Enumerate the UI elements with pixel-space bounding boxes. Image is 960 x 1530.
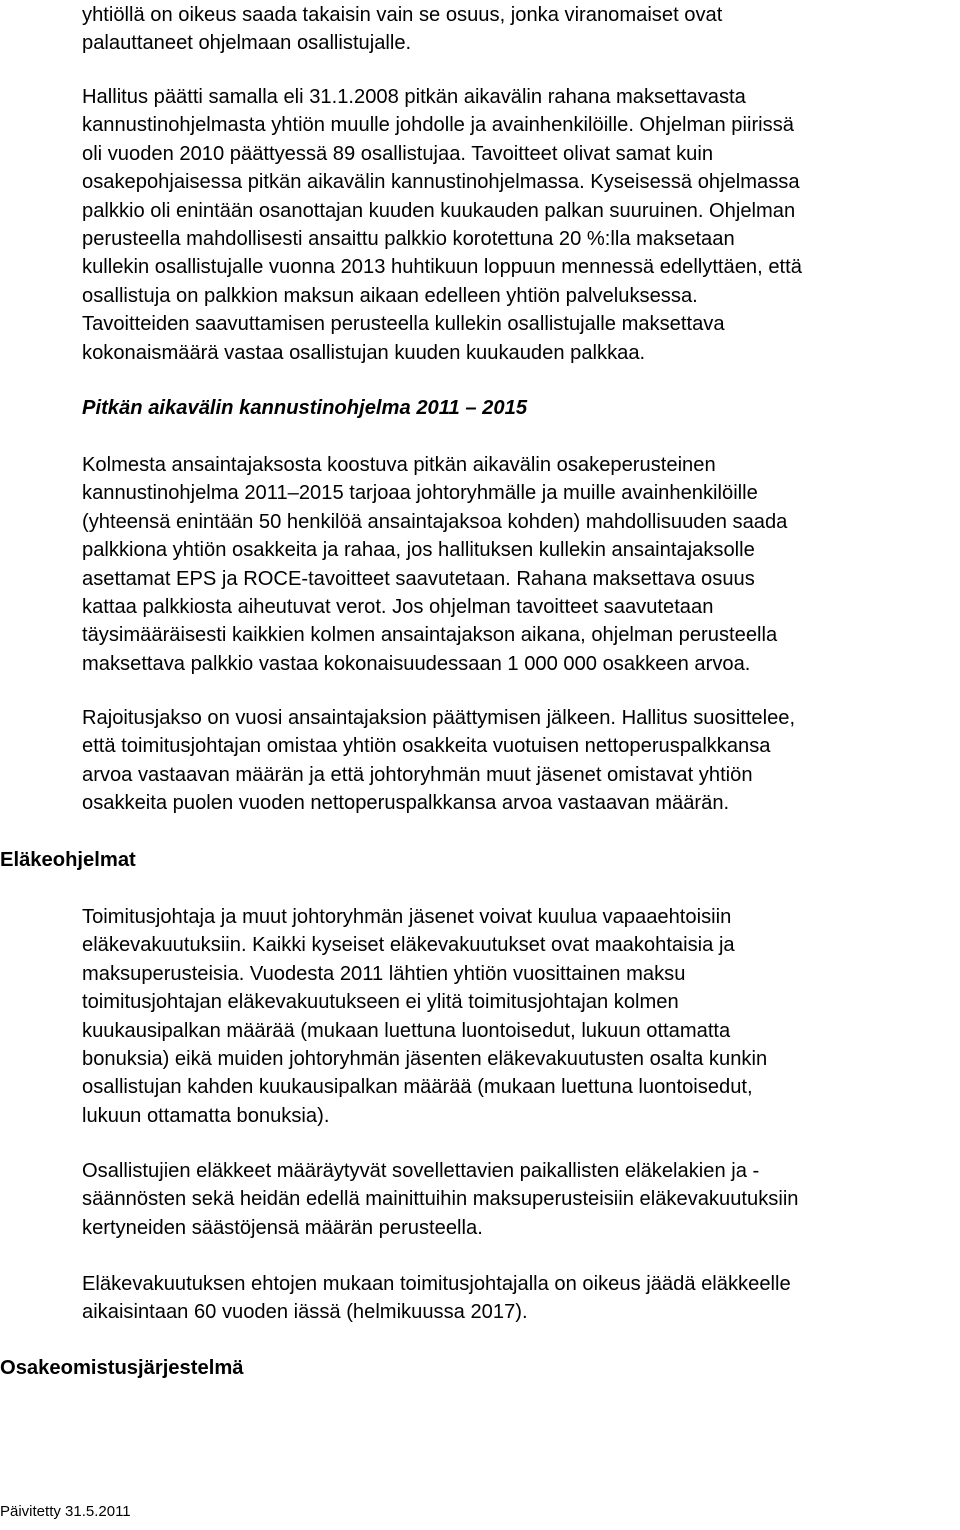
text-line: (yhteensä enintään 50 henkilöä ansaintajaksoa kohden) mahdollisuuden saada — [82, 510, 788, 533]
text-line: yhtiöllä on oikeus saada takaisin vain se osuus, jonka viranomaiset ovat — [82, 4, 723, 26]
text-line: perusteella mahdollisesti ansaittu palkkio korotettuna 20 %:lla maksetaan — [82, 228, 735, 251]
text-line: täysimääräisesti kaikkien kolmen ansaintajakson aikana, ohjelman perusteella — [82, 624, 778, 647]
text-line: osakkeita puolen vuoden nettoperuspalkkansa arvoa vastaavan määrän. — [82, 792, 730, 815]
ownership-heading: Osakeomistusjärjestelmä — [0, 1357, 244, 1379]
text-line: palkkiona yhtiön osakkeita ja rahaa, jos hallituksen kullekin ansaintajaksolle — [82, 539, 755, 562]
pension-paragraph-2 — [82, 1157, 960, 1242]
pension-paragraph-3 — [82, 1270, 960, 1327]
updated-footer: Päivitetty 31.5.2011 — [0, 1503, 131, 1520]
text-line: lukuun ottamatta bonuksia). — [82, 1104, 330, 1127]
text-line: kokonaismäärä vastaa osallistujan kuuden kuukauden palkkaa. — [82, 341, 646, 364]
text-line: että toimitusjohtajan omistaa yhtiön osakkeita vuotuisen nettoperuspalkkansa — [82, 735, 771, 758]
text-line: oli vuoden 2010 päättyessä 89 osallistujaa. Tavoitteet olivat samat kuin — [82, 142, 714, 165]
text-line: kullekin osallistujalle vuonna 2013 huhtikuun loppuun mennessä edellyttäen, että — [82, 256, 802, 279]
text-line: kertyneiden säästöjensä määrän perusteella. — [82, 1216, 483, 1239]
intro-paragraph — [82, 1, 960, 58]
text-line: bonuksia) eikä muiden johtoryhmän jäsenten eläkevakuutusten osalta kunkin — [82, 1048, 768, 1071]
text-line: osakepohjaisessa pitkän aikavälin kannustinohjelmassa. Kyseisessä ohjelmassa — [82, 171, 800, 194]
text-line: palkkio oli enintään osanottajan kuuden kuukauden palkan suuruinen. Ohjelman — [82, 199, 796, 222]
text-line: asettamat EPS ja ROCE-tavoitteet saavutetaan. Rahana maksettava osuus — [82, 567, 755, 590]
text-line: säännösten sekä heidän edellä mainittuihin maksuperusteisiin eläkevakuutuksiin — [82, 1188, 799, 1211]
text-line: Toimitusjohtaja ja muut johtoryhmän jäsenet voivat kuulua vapaaehtoisiin — [82, 906, 732, 928]
short-term-incentive-paragraph — [82, 83, 960, 367]
text-line: Hallitus päätti samalla eli 31.1.2008 pitkän aikavälin rahana maksettavasta — [82, 86, 746, 108]
text-line: maksuperusteisia. Vuodesta 2011 lähtien yhtiön vuosittainen maksu — [82, 962, 686, 985]
pension-paragraph-1 — [82, 903, 960, 1130]
text-line: Osallistujien eläkkeet määräytyvät sovellettavien paikallisten eläkelakien ja - — [82, 1160, 760, 1182]
pension-heading: Eläkeohjelmat — [0, 849, 136, 871]
text-line: Rajoitusjakso on vuosi ansaintajaksion päättymisen jälkeen. Hallitus suosittelee, — [82, 707, 796, 729]
text-line: osallistuja on palkkion maksun aikaan edelleen yhtiön palveluksessa. — [82, 284, 698, 307]
program-paragraph — [82, 451, 960, 678]
text-line: aikaisintaan 60 vuoden iässä (helmikuussa 2017). — [82, 1301, 528, 1324]
text-line: kannustinohjelma 2011–2015 tarjoaa johtoryhmälle ja muille avainhenkilöille — [82, 482, 758, 505]
text-line: kannustinohjelmasta yhtiön muulle johdolle ja avainhenkilöille. Ohjelman piirissä — [82, 114, 794, 137]
text-line: kuukausipalkan määrää (mukaan luettuna luontoisedut, lukuun ottamatta — [82, 1019, 731, 1042]
text-line: maksettava palkkio vastaa kokonaisuudessaan 1 000 000 osakkeen arvoa. — [82, 652, 751, 675]
text-line: osallistujan kahden kuukausipalkan määrää (mukaan luettuna luontoisedut, — [82, 1076, 753, 1099]
text-line: Eläkevakuutuksen ehtojen mukaan toimitusjohtajalla on oikeus jäädä eläkkeelle — [82, 1273, 791, 1295]
text-line: eläkevakuutuksiin. Kaikki kyseiset eläkevakuutukset ovat maakohtaisia ja — [82, 934, 735, 957]
text-line: Kolmesta ansaintajaksosta koostuva pitkän aikavälin osakeperusteinen — [82, 454, 716, 476]
restriction-paragraph — [82, 704, 960, 818]
text-line: palauttaneet ohjelmaan osallistujalle. — [82, 32, 412, 55]
text-line: toimitusjohtajan eläkevakuutukseen ei ylitä toimitusjohtajan kolmen — [82, 991, 679, 1014]
program-heading: Pitkän aikavälin kannustinohjelma 2011 – 2015 — [82, 397, 528, 419]
text-line: Tavoitteiden saavuttamisen perusteella kullekin osallistujalle maksettava — [82, 313, 725, 336]
text-line: arvoa vastaavan määrän ja että johtoryhmän muut jäsenet omistavat yhtiön — [82, 763, 753, 786]
text-line: kattaa palkkiosta aiheutuvat verot. Jos ohjelman tavoitteet saavutetaan — [82, 596, 714, 619]
